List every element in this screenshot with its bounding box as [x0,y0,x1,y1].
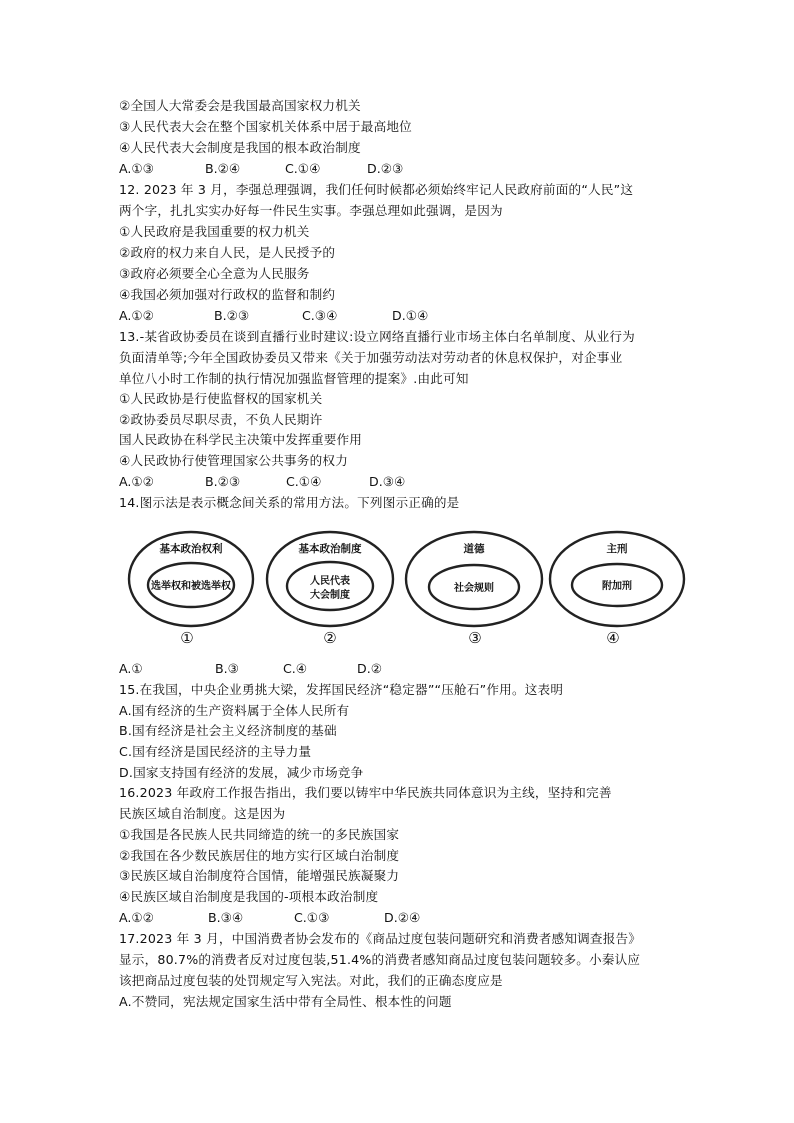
diagram-4-inner-label: 附加刑 [602,581,632,592]
q15-option-a[interactable]: A.国有经济的生产资料属于全体人民所有 [119,703,350,718]
q13-option-a[interactable]: A.①② [119,474,154,489]
diagram-3-inner-label: 社会规则 [454,583,494,594]
q14-stem: 14.图示法是表示概念间关系的常用方法。下列图示正确的是 [119,495,460,510]
diagram-3[interactable] [406,532,542,647]
q13-stem-line-1: 13.-某省政协委员在谈到直播行业时建议:设立网络直播行业市场主体白名单制度、从业行为 [119,329,635,344]
q14-venn-diagrams [117,527,687,657]
q12-statement-2: ②政府的权力来自人民，是人民授予的 [119,245,336,260]
q16-statement-3: ③民族区域自治制度符合国情，能增强民族凝聚力 [119,868,400,883]
q15-option-c[interactable]: C.国有经济是国民经济的主导力量 [119,744,312,759]
q11-statement-4: ④人民代表大会制度是我国的根本政治制度 [119,140,361,155]
q12-statement-3: ③政府必须要全心全意为人民服务 [119,266,310,281]
q11-option-c[interactable]: C.①④ [285,161,321,176]
diagram-2-outer-label: 基本政治制度 [298,543,362,555]
q11-statement-3: ③人民代表大会在整个国家机关体系中居于最高地位 [119,119,412,134]
diagram-3-outer-label: 道德 [463,543,485,555]
q14-option-d[interactable]: D.② [357,661,382,676]
q15-option-b[interactable]: B.国有经济是社会主义经济制度的基础 [119,723,337,738]
q14-option-a[interactable]: A.① [119,661,143,676]
diagram-1-number: ① [180,629,194,647]
q12-option-b[interactable]: B.②③ [214,308,250,323]
diagram-2-inner-label-1: 人民代表 [310,576,350,587]
q13-statement-3: 国人民政协在科学民主决策中发挥重要作用 [119,432,363,447]
q16-statement-1: ①我国是各民族人民共同缔造的统一的多民族国家 [119,827,400,842]
q16-stem-line-1: 16.2023 年政府工作报告指出，我们要以铸牢中华民族共同体意识为主线，坚持和完善 [119,785,612,800]
q12-option-d[interactable]: D.①④ [392,308,429,323]
diagram-3-number: ③ [468,629,482,647]
q12-stem-line-2: 两个字，扎扎实实办好每一件民生实事。李强总理如此强调，是因为 [119,203,503,218]
q16-option-b[interactable]: B.③④ [208,910,244,925]
q12-stem-line-1: 12. 2023 年 3 月，李强总理强调，我们任何时候都必须始终牢记人民政府前面的“人民”这 [119,182,634,197]
diagram-2-number: ② [323,629,337,647]
q13-stem-line-3: 单位八小时工作制的执行情况加强监督管理的提案》.由此可知 [119,371,469,386]
q13-option-b[interactable]: B.②③ [205,474,241,489]
q12-option-c[interactable]: C.③④ [302,308,338,323]
q16-statement-2: ②我国在各少数民族居住的地方实行区域白治制度 [119,848,400,863]
diagram-4-number: ④ [606,629,620,647]
q16-option-a[interactable]: A.①② [119,910,154,925]
q14-option-b[interactable]: B.③ [215,661,239,676]
q11-option-a[interactable]: A.①③ [119,161,154,176]
q17-option-a[interactable]: A.不赞同，宪法规定国家生活中带有全局性、根本性的问题 [119,994,452,1009]
diagram-1-outer-label: 基本政治权利 [159,543,223,555]
q17-stem-line-2: 显示，80.7%的消费者反对过度包装,51.4%的消费者感知商品过度包装问题较多。小秦认应 [119,952,641,967]
diagram-4[interactable] [550,532,684,647]
q11-statement-2: ②全国人大常委会是我国最高国家权力机关 [119,98,361,113]
q11-option-d[interactable]: D.②③ [367,161,404,176]
q16-stem-line-2: 民族区域自治制度。这是因为 [119,806,286,821]
q16-option-d[interactable]: D.②④ [384,910,421,925]
q13-option-c[interactable]: C.①④ [286,474,322,489]
q12-option-a[interactable]: A.①② [119,308,154,323]
q17-stem-line-3: 该把商品过度包装的处罚规定写入宪法。对此，我们的正确态度应是 [119,973,503,988]
diagram-1-inner-label: 选举权和被选举权 [151,581,231,592]
q12-statement-1: ①人民政府是我国重要的权力机关 [119,224,310,239]
q16-option-c[interactable]: C.①③ [294,910,330,925]
diagram-2[interactable] [267,532,393,647]
q17-stem-line-1: 17.2023 年 3 月，中国消费者协会发布的《商品过度包装问题研究和消费者感知调查报告》 [119,931,642,946]
q12-statement-4: ④我国必须加强对行政权的监督和制约 [119,287,336,302]
q14-option-c[interactable]: C.④ [283,661,308,676]
q13-statement-1: ①人民政协是行使监督权的国家机关 [119,391,323,406]
q13-stem-line-2: 负面清单等;今年全国政协委员又带来《关于加强劳动法对劳动者的休息权保护，对企事业 [119,350,623,365]
q13-statement-2: ②政协委员尽职尽责，不负人民期许 [119,412,323,427]
diagram-4-outer-label: 主刑 [606,543,628,555]
diagram-2-inner-label-2: 大会制度 [310,590,350,601]
q15-stem: 15.在我国，中央企业勇挑大梁，发挥国民经济“稳定器”“压舱石”作用。这表明 [119,682,564,697]
q11-option-b[interactable]: B.②④ [205,161,241,176]
q13-statement-4: ④人民政协行使管理国家公共事务的权力 [119,453,348,468]
q15-option-d[interactable]: D.国家支持国有经济的发展，减少市场竞争 [119,765,364,780]
q13-option-d[interactable]: D.③④ [369,474,406,489]
q16-statement-4: ④民族区域自治制度是我国的-项根本政治制度 [119,889,379,904]
diagram-1[interactable] [129,532,253,647]
